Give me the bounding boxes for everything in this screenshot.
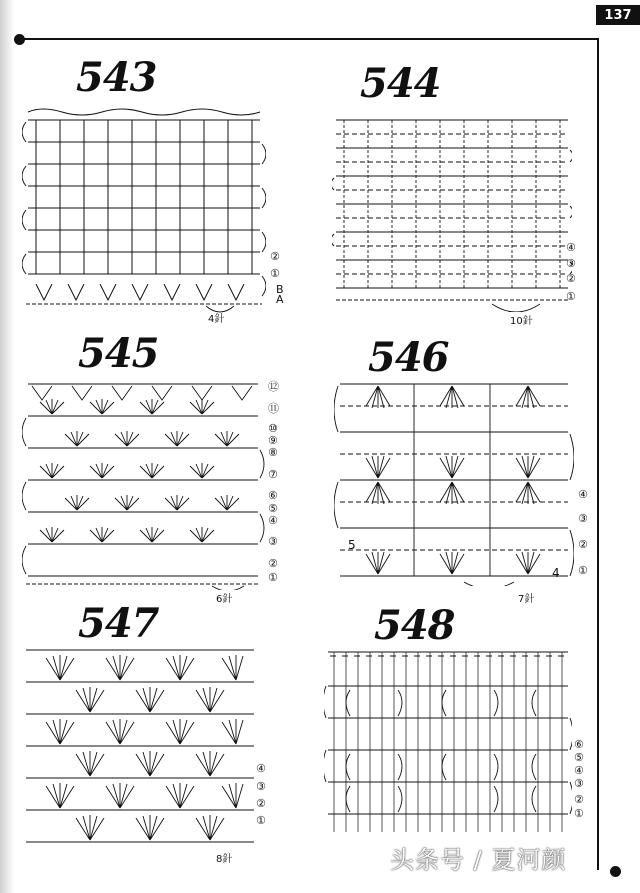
row-marker-545-2: ② (268, 557, 278, 570)
chart-543 (22, 106, 266, 316)
repeat-count-545: 6針 (216, 594, 233, 605)
row-marker-543-2: ② (270, 250, 280, 263)
inline-label-546-5: 5 (348, 538, 356, 552)
pattern-number-546: 546 (368, 334, 449, 381)
row-marker-545-1: ① (268, 571, 278, 584)
corner-dot-bottom (610, 866, 621, 877)
row-marker-545-9: ⑨ (268, 434, 278, 447)
row-marker-546-2: ② (578, 538, 588, 551)
corner-dot-top (14, 34, 25, 45)
page-frame-top-rule (20, 38, 598, 40)
row-marker-545-11: ⑪ (268, 402, 279, 415)
row-marker-548-3: ③ (574, 777, 584, 790)
row-marker-547-3: ③ (256, 780, 266, 793)
row-marker-546-4: ④ (578, 488, 588, 501)
page-gutter-shadow (0, 0, 14, 893)
pattern-number-548: 548 (374, 602, 455, 649)
row-marker-548-4: ④ (574, 764, 584, 777)
row-marker-545-3: ③ (268, 535, 278, 548)
row-marker-543-A: A (276, 293, 284, 306)
repeat-count-546: 7針 (518, 594, 535, 605)
row-marker-543-1: ① (270, 267, 280, 280)
pattern-number-544: 544 (360, 60, 441, 107)
page-number-tab: 137 (596, 5, 640, 25)
row-marker-548-6: ⑥ (574, 738, 584, 751)
row-marker-547-2: ② (256, 797, 266, 810)
chart-544 (332, 112, 572, 312)
row-marker-544-1: ① (566, 290, 576, 303)
chart-547 (20, 644, 260, 850)
row-marker-546-1: ① (578, 564, 588, 577)
inline-label-546-4: 4 (552, 566, 560, 580)
row-marker-544-4: ④ (566, 241, 576, 254)
row-marker-548-2: ② (574, 793, 584, 806)
row-marker-544-2: ② (566, 272, 576, 285)
repeat-count-547: 8針 (216, 854, 233, 865)
pattern-number-547: 547 (78, 600, 159, 647)
chart-546 (334, 378, 574, 586)
row-marker-545-4: ④ (268, 514, 278, 527)
page-frame-right-rule (597, 38, 599, 870)
pattern-number-543: 543 (76, 54, 157, 101)
watermark-text: 头条号 / 夏河颜 (390, 846, 567, 874)
row-marker-544-3: ③ (566, 257, 576, 270)
row-marker-545-10: ⑩ (268, 422, 278, 435)
repeat-count-544: 10針 (510, 316, 533, 327)
row-marker-547-1: ① (256, 814, 266, 827)
row-marker-548-1: ① (574, 807, 584, 820)
row-marker-545-12: ⑫ (268, 380, 279, 393)
chart-548 (324, 646, 572, 842)
row-marker-545-7: ⑦ (268, 468, 278, 481)
row-marker-548-5: ⑤ (574, 751, 584, 764)
row-marker-545-6: ⑥ (268, 489, 278, 502)
row-marker-546-3: ③ (578, 512, 588, 525)
row-marker-545-5: ⑤ (268, 502, 278, 515)
row-marker-545-8: ⑧ (268, 446, 278, 459)
chart-545 (22, 378, 266, 590)
row-marker-547-4: ④ (256, 762, 266, 775)
pattern-number-545: 545 (78, 330, 159, 377)
repeat-count-543: 4針 (208, 314, 225, 325)
row-marker-543-B: B (276, 283, 284, 296)
